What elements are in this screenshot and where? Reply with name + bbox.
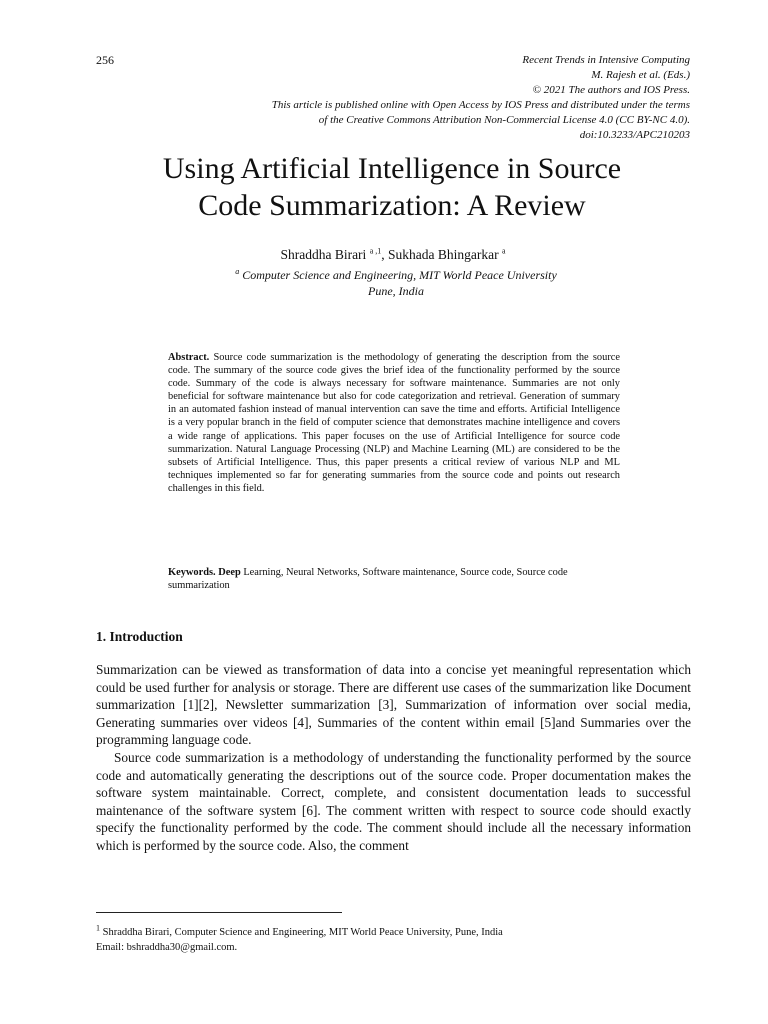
footnote <box>96 925 696 955</box>
publication-line: © 2021 The authors and IOS Press. <box>532 84 690 96</box>
footnote-divider <box>96 912 342 913</box>
keywords-text: Learning, Neural Networks, Software maintenance, Source code, Source code summarization <box>168 567 568 592</box>
title-line-1: Using Artificial Intelligence in Source <box>162 152 622 185</box>
affiliation-mark: a <box>235 267 240 276</box>
publication-line: of the Creative Commons Attribution Non-Commercial License 4.0 (CC BY-NC 4.0). <box>318 114 690 126</box>
body-paragraph: Summarization can be viewed as transformation of data into a concise yet meaningful representation which could be used further for analysis or storage. There are different use cases of the summarization like Document summarization [1][2], Newsletter summarization [3], Summarization of information over social media, Generating summaries over videos [4], Summaries of the content within email [5]and Summaries over the programming language code. <box>96 662 691 748</box>
publication-line: Recent Trends in Intensive Computing <box>522 54 690 66</box>
abstract-label: Abstract. <box>168 352 210 363</box>
author-list <box>96 247 690 263</box>
publication-info <box>90 53 690 143</box>
section-heading: 1. Introduction <box>96 629 183 644</box>
footnote-email: Email: bshraddha30@gmail.com. <box>96 942 238 953</box>
abstract-text: Source code summarization is the methodology of generating the description from the source code. The summary of the source code gives the brief idea of the functionality performed by the source code. Summary of the code is always necessary for software maintenance. Summaries are not only beneficial for software maintenance but also for code categorization and retrieval. Generation of summary in an automated fashion instead of manual intervention can save the time and efforts. Artificial Intelligence is a very popular branch in the field of computer science that demonstrates machine intelligence and covers a wide range of applications. This paper focuses on the use of Artificial Intelligence for source code summarization. Natural Language Processing (NLP) and Machine Learning (ML) are considered to be the subsets of Artificial Intelligence. Thus, this paper presents a critical review of various NLP and ML techniques implemented so far for generating summaries from the source code and points out research challenges in this field. <box>168 352 620 494</box>
author-name: Shraddha Birari <box>280 247 367 262</box>
title-line-2: Code Summarization: A Review <box>198 189 586 222</box>
body-paragraph: Source code summarization is a methodology of understanding the functionality performed by the source code and automatically generating the descriptions out of the source code. Proper documentation makes the software system maintainable. Correct, complete, and consistent documentation leads to successful maintenance of the software system [6]. The comment written with respect to source code should exactly specify the functionality performed by the code. The comment should include all the necessary information which is performed by the source code. Also, the comment <box>96 749 691 853</box>
affiliation-line-1: Computer Science and Engineering, MIT World Peace University <box>239 268 557 282</box>
publication-line: This article is published online with Open Access by IOS Press and distributed under the terms <box>271 99 690 111</box>
keywords-label: Keywords. Deep <box>168 567 241 578</box>
author-separator: , <box>381 247 388 262</box>
abstract <box>168 351 620 495</box>
footnote-line-1: Shraddha Birari, Computer Science and Engineering, MIT World Peace University, Pune, India <box>100 927 503 938</box>
section-body <box>96 661 691 855</box>
affiliation-line-2: Pune, India <box>368 284 424 298</box>
author-affiliation-mark: a <box>501 246 506 256</box>
affiliation <box>96 267 696 299</box>
publication-line: M. Rajesh et al. (Eds.) <box>591 69 690 81</box>
paper-title <box>80 150 704 224</box>
page-number: 256 <box>96 53 114 67</box>
keywords <box>168 566 628 592</box>
author-name: Sukhada Bhingarkar <box>388 247 499 262</box>
footnote-mark: 1 <box>96 923 100 933</box>
doi-line: doi:10.3233/APC210203 <box>579 129 690 141</box>
author-affiliation-mark: a ,1 <box>369 246 382 256</box>
